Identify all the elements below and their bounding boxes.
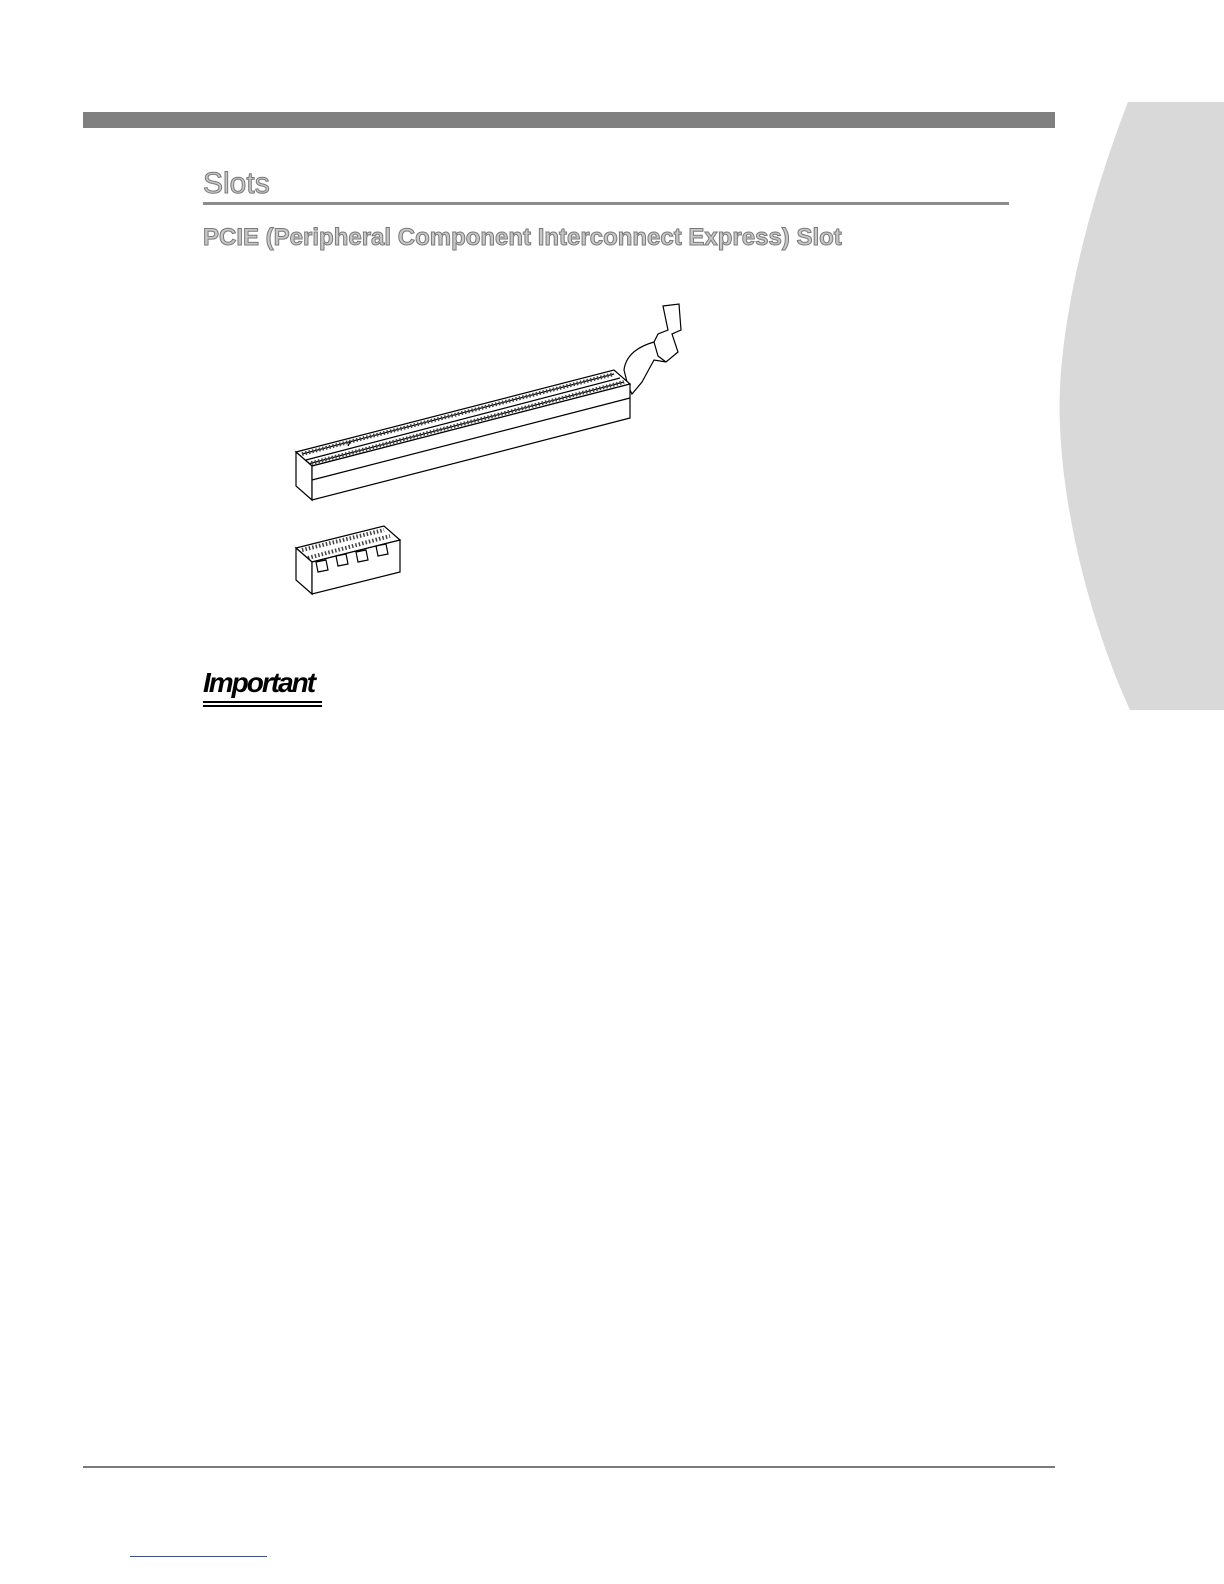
- important-underline-second: [203, 705, 322, 707]
- important-notice: [203, 666, 322, 707]
- subsection-title: PCIE (Peripheral Component Interconnect Express) Slot: [203, 224, 842, 251]
- header-bar: [83, 112, 1055, 128]
- pcie-x1-slot-icon: [296, 526, 400, 594]
- pcie-slots-figure: [280, 290, 720, 620]
- section-title: Slots: [203, 167, 270, 200]
- important-underline: [203, 701, 322, 703]
- footer-divider: [83, 1466, 1055, 1468]
- important-label: Important: [203, 667, 315, 698]
- pcie-x16-slot-icon: [296, 304, 681, 500]
- title-divider: [203, 202, 1009, 205]
- chapter-side-tab: [1056, 96, 1224, 716]
- footer-link-underline[interactable]: [130, 1556, 267, 1557]
